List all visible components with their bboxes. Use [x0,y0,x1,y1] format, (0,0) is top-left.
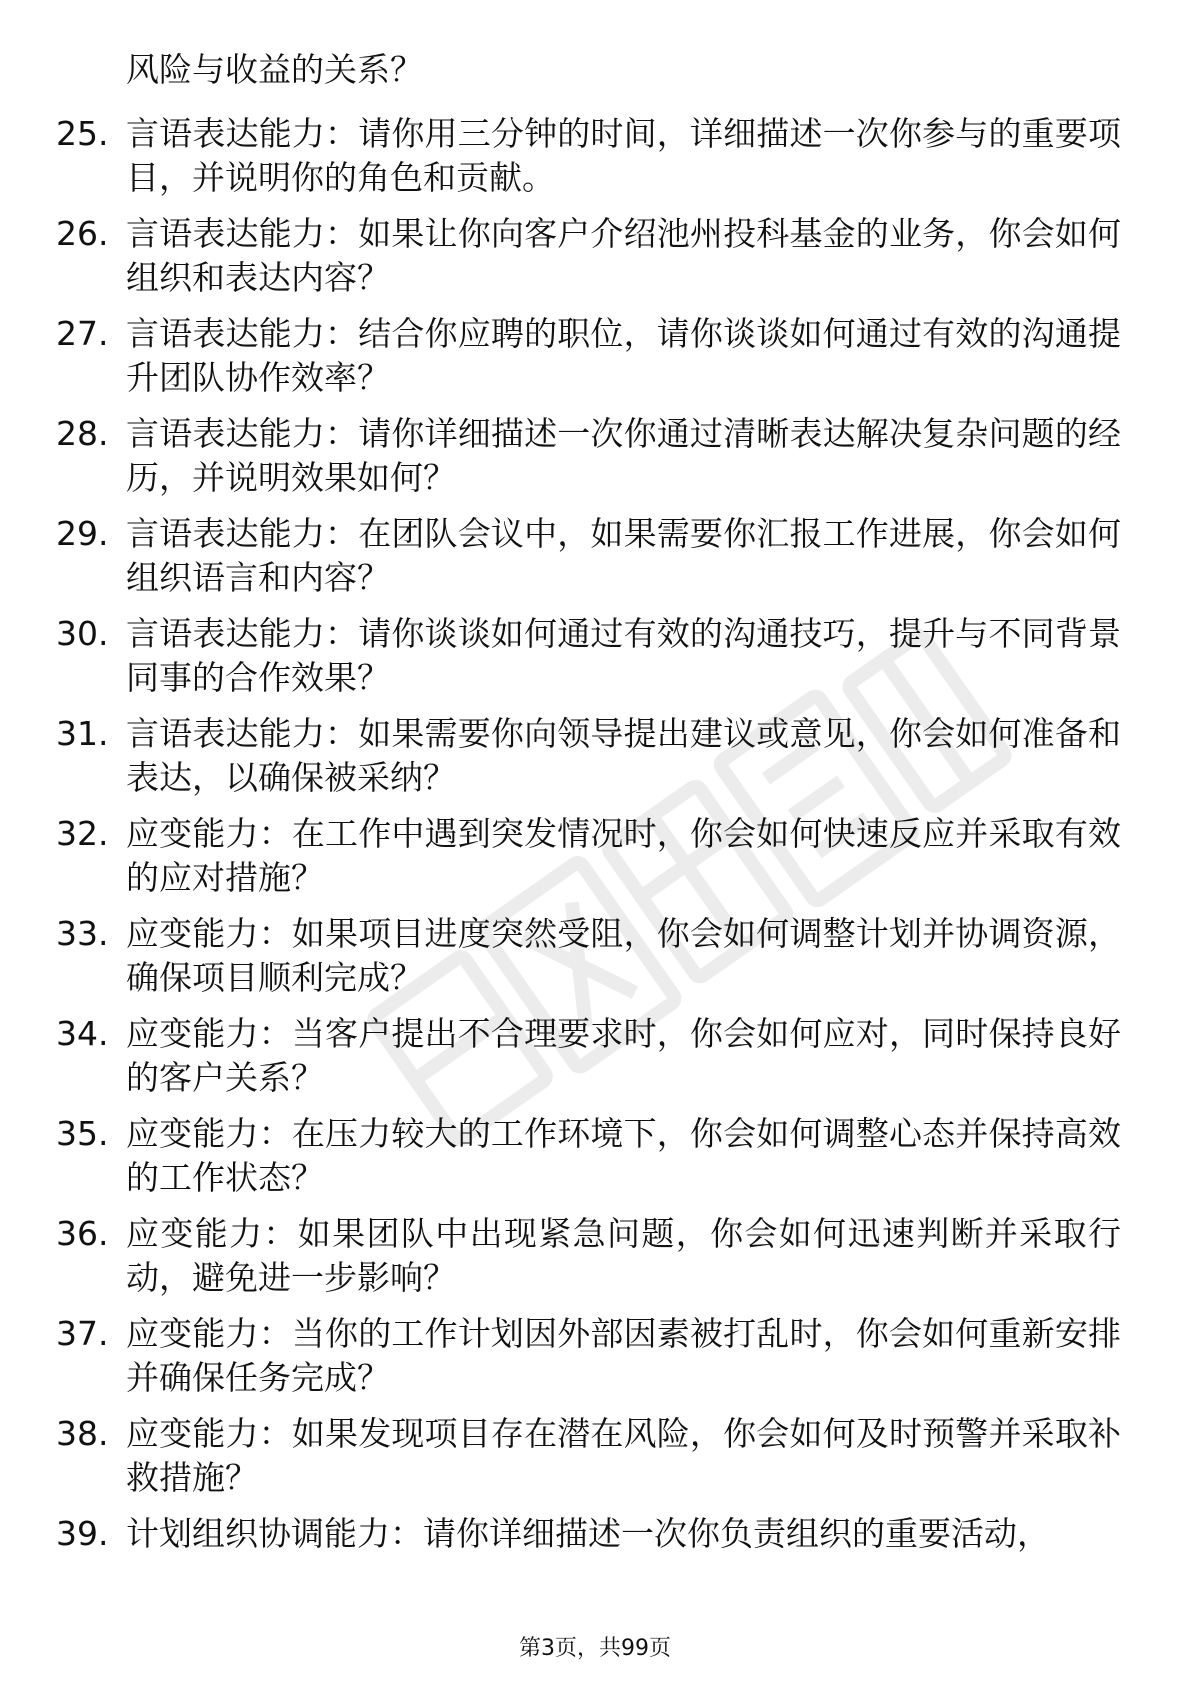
question-text: 言语表达能力：结合你应聘的职位，请你谈谈如何通过有效的沟通提升团队协作效率？ [126,314,1121,397]
question-number: 29. [56,514,109,553]
question-item [0,212,1190,312]
page-footer: 第3页，共99页 [519,1636,671,1661]
question-number: 33. [56,914,109,953]
question-number: 26. [56,214,109,253]
question-text: 应变能力：当你的工作计划因外部因素被打乱时，你会如何重新安排并确保任务完成？ [126,1314,1121,1397]
question-item [0,612,1190,712]
question-item [0,312,1190,412]
question-number: 32. [56,814,109,853]
question-item [0,912,1190,1012]
question-number: 36. [56,1214,109,1253]
question-number: 34. [56,1014,109,1053]
question-number: 27. [56,314,109,353]
question-number: 38. [56,1414,109,1453]
question-text: 应变能力：在工作中遇到突发情况时，你会如何快速反应并采取有效的应对措施？ [126,814,1121,897]
question-text: 计划组织协调能力：请你详细描述一次你负责组织的重要活动， [126,1514,1050,1553]
question-text: 言语表达能力：在团队会议中，如果需要你汇报工作进展，你会如何组织语言和内容？ [126,514,1121,597]
question-item [0,412,1190,512]
question-text: 言语表达能力：请你详细描述一次你通过清晰表达解决复杂问题的经历，并说明效果如何？ [126,414,1121,497]
question-item [0,1412,1190,1512]
question-number: 31. [56,714,109,753]
question-item [0,1012,1190,1112]
question-number: 28. [56,414,109,453]
question-item [0,1512,1190,1612]
question-text: 言语表达能力：请你谈谈如何通过有效的沟通技巧，提升与不同背景同事的合作效果？ [126,614,1121,697]
continuation-text: 风险与收益的关系？ [126,50,423,89]
question-item [0,712,1190,812]
question-item [0,512,1190,612]
question-item [0,1212,1190,1312]
question-text: 应变能力：当客户提出不合理要求时，你会如何应对，同时保持良好的客户关系？ [126,1014,1121,1097]
question-text: 应变能力：如果团队中出现紧急问题，你会如何迅速判断并采取行动，避免进一步影响？ [126,1214,1121,1297]
question-item [0,812,1190,912]
question-number: 25. [56,114,109,153]
question-number: 30. [56,614,109,653]
question-number: 39. [56,1514,109,1553]
question-text: 言语表达能力：请你用三分钟的时间，详细描述一次你参与的重要项目，并说明你的角色和贡献。 [126,114,1121,197]
question-list [0,112,1190,1612]
question-item [0,112,1190,212]
question-text: 言语表达能力：如果让你向客户介绍池州投科基金的业务，你会如何组织和表达内容？ [126,214,1121,297]
question-item [0,1112,1190,1212]
question-text: 应变能力：在压力较大的工作环境下，你会如何调整心态并保持高效的工作状态？ [126,1114,1121,1197]
question-text: 应变能力：如果发现项目存在潜在风险，你会如何及时预警并采取补救措施？ [126,1414,1121,1497]
question-item [0,1312,1190,1412]
question-text: 应变能力：如果项目进度突然受阻，你会如何调整计划并协调资源，确保项目顺利完成？ [126,914,1121,997]
question-number: 37. [56,1314,109,1353]
question-number: 35. [56,1114,109,1153]
question-text: 言语表达能力：如果需要你向领导提出建议或意见，你会如何准备和表达，以确保被采纳？ [126,714,1121,797]
